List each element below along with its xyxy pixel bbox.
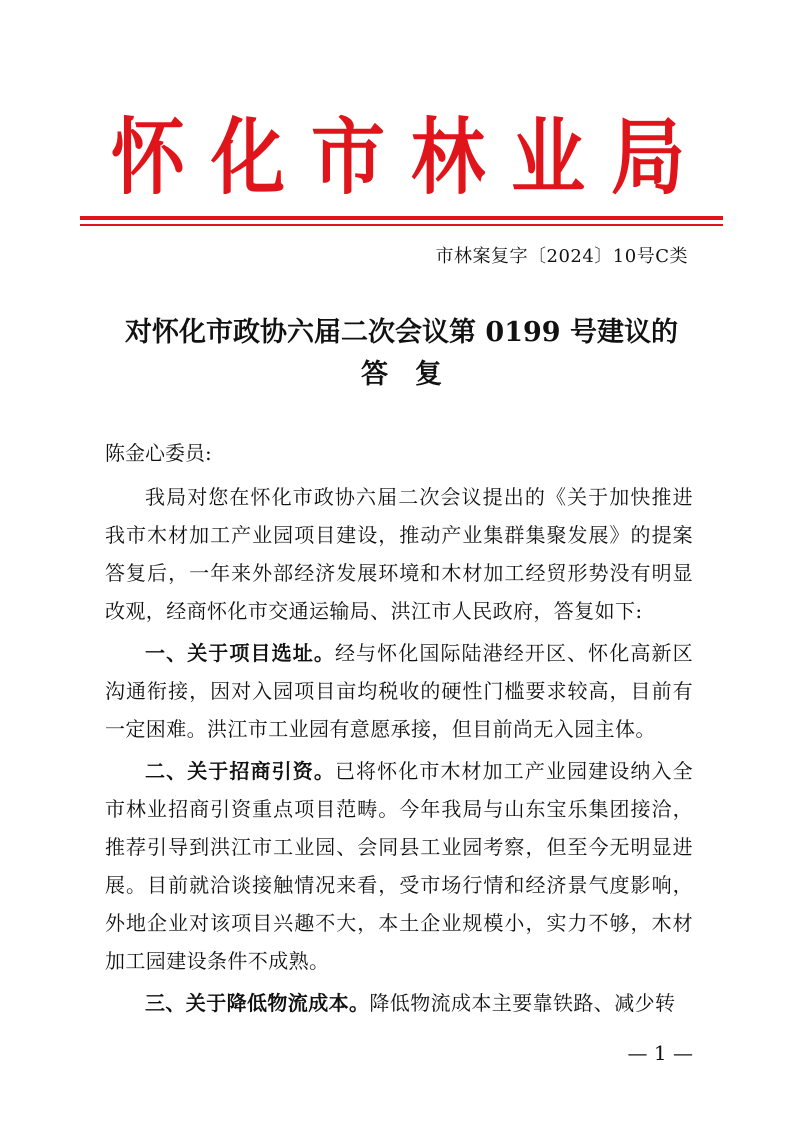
salutation: 陈金心委员: (105, 441, 212, 465)
page-number: — 1 — (627, 1041, 693, 1065)
masthead-divider-thin (80, 224, 723, 226)
paragraph (105, 634, 693, 748)
masthead-divider-thick (80, 216, 723, 220)
paragraph-lead: 一、关于项目选址。 (145, 641, 335, 665)
paragraph-text: 降低物流成本主要靠铁路、减少转 (369, 991, 676, 1015)
title-line-2: 答复 (361, 359, 469, 390)
document-title (80, 312, 723, 396)
paragraph (105, 984, 693, 1022)
masthead-char: 林 (411, 109, 485, 207)
paragraph-text: 经与怀化国际陆港经开区、怀化高新区沟通衔接，因对入园项目亩均税收的硬性门槛要求较高，目前有一定困难。洪江市工业园有意愿承接，但目前尚无入园主体。 (105, 641, 693, 741)
title-line-1: 对怀化市政协六届二次会议第 0199 号建议的 (125, 317, 678, 348)
masthead-char: 化 (211, 109, 285, 207)
paragraph-lead: 三、关于降低物流成本。 (145, 991, 370, 1015)
masthead-title (108, 109, 688, 207)
paragraph-text: 我局对您在怀化市政协六届二次会议提出的《关于加快推进我市木材加工产业园项目建设，推动产业集群集聚发展》的提案答复后，一年来外部经济发展环境和木材加工经贸形势没有明显改观，经商怀化市交通运输局、洪江市人民政府，答复如下: (105, 485, 693, 623)
masthead-char: 怀 (111, 109, 185, 207)
paragraph-text: 已将怀化市木材加工产业园建设纳入全市林业招商引资重点项目范畴。今年我局与山东宝乐集团接洽，推荐引导到洪江市工业园、会同县工业园考察，但至今无明显进展。目前就洽谈接触情况来看，受市场行情和经济景气度影响，外地企业对该项目兴趣不大，本土企业规模小，实力不够，木材加工园建设条件不成熟。 (105, 759, 693, 973)
masthead-char: 业 (511, 109, 585, 207)
paragraph-lead: 二、关于招商引资。 (145, 759, 335, 783)
masthead-char: 局 (611, 109, 685, 207)
body-text (105, 478, 693, 1026)
paragraph (105, 752, 693, 980)
masthead-char: 市 (311, 109, 385, 207)
paragraph (105, 478, 693, 630)
document-number: 市林案复字〔2024〕10号C类 (435, 246, 688, 267)
